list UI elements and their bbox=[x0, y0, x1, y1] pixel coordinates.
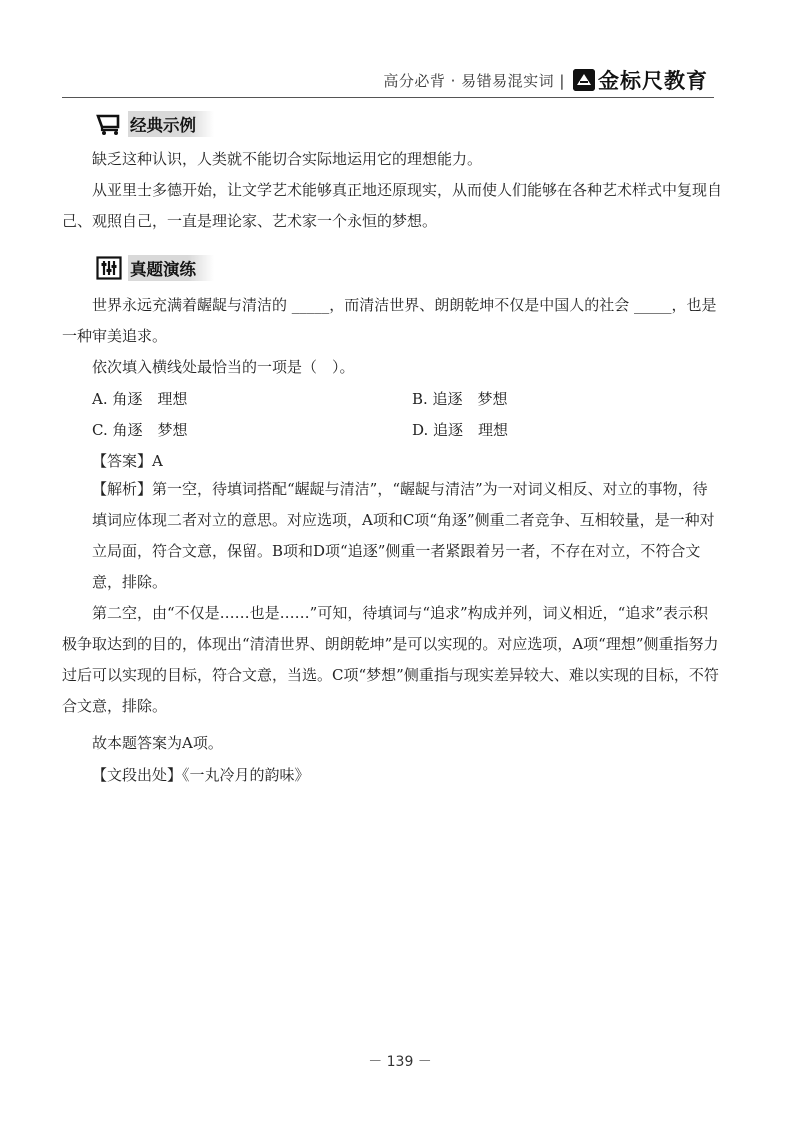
analysis-paragraph-2: 第二空，由“不仅是……也是……”可知，待填词与“追求”构成并列，词义相近，“追求”表示积极争取达到的目的，体现出“清清世界、朗朗乾坤”是可以实现的。对应选项，A项“理想”侧重指努力过后可以实现的目标，符合文意，当选。C项“梦想”侧重指与现实差异较大、难以实现的目标，不符合文意，排除。 bbox=[62, 604, 719, 715]
question-instruction: 依次填入横线处最恰当的一项是（ ）。 bbox=[92, 358, 355, 376]
example-sentence-1: 缺乏这种认识，人类就不能切合实际地运用它的理想能力。 bbox=[92, 150, 483, 168]
answer-line: 【答案】A bbox=[92, 452, 163, 470]
option-c: C. 角逐 梦想 bbox=[92, 421, 188, 439]
analysis-paragraph-1-text: 【解析】第一空，待填词搭配“龌龊与清洁”，“龌龊与清洁”为一对词义相反、对立的事物，待填词应体现二者对立的意思。对应选项，A项和C项“角逐”侧重二者竞争、互相较量，是一种对立局面，符合文意，保留。B项和D项“追逐”侧重一者紧跟着另一者，不存在对立，不符合文意，排除。 bbox=[92, 480, 715, 591]
section-practice-header bbox=[96, 256, 214, 280]
analysis-paragraph-1 bbox=[92, 474, 722, 598]
analysis-conclusion: 故本题答案为A项。 bbox=[92, 734, 223, 752]
option-b: B. 追逐 梦想 bbox=[412, 390, 508, 408]
option-d: D. 追逐 理想 bbox=[412, 421, 509, 439]
page-number: － 139 － bbox=[368, 1054, 432, 1070]
section-practice-title: 真题演练 bbox=[128, 255, 214, 281]
brand-name: 金标尺教育 bbox=[598, 69, 708, 93]
header-tagline: 高分必背 · 易错易混实词 | bbox=[383, 71, 565, 90]
source-line: 【文段出处】《一丸冷月的韵味》 bbox=[92, 766, 310, 784]
brand-logo bbox=[573, 65, 708, 95]
page-header bbox=[383, 66, 708, 94]
brand-logo-icon bbox=[573, 69, 595, 91]
equalizer-icon bbox=[96, 256, 122, 280]
question-text: 世界永远充满着龌龊与清洁的 _____，而清洁世界、朗朗乾坤不仅是中国人的社会 _____，也是一种审美追求。 bbox=[62, 296, 717, 345]
option-a: A. 角逐 理想 bbox=[92, 390, 188, 408]
section-example-header bbox=[96, 112, 214, 136]
example-sentence-2: 从亚里士多德开始，让文学艺术能够真正地还原现实，从而使人们能够在各种艺术样式中复现自己、观照自己，一直是理论家、艺术家一个永恒的梦想。 bbox=[62, 181, 723, 230]
options-row-1 bbox=[92, 388, 712, 412]
cart-icon bbox=[96, 112, 122, 136]
section-example-title: 经典示例 bbox=[128, 111, 214, 137]
options-row-2 bbox=[92, 419, 712, 443]
header-divider bbox=[62, 97, 714, 98]
